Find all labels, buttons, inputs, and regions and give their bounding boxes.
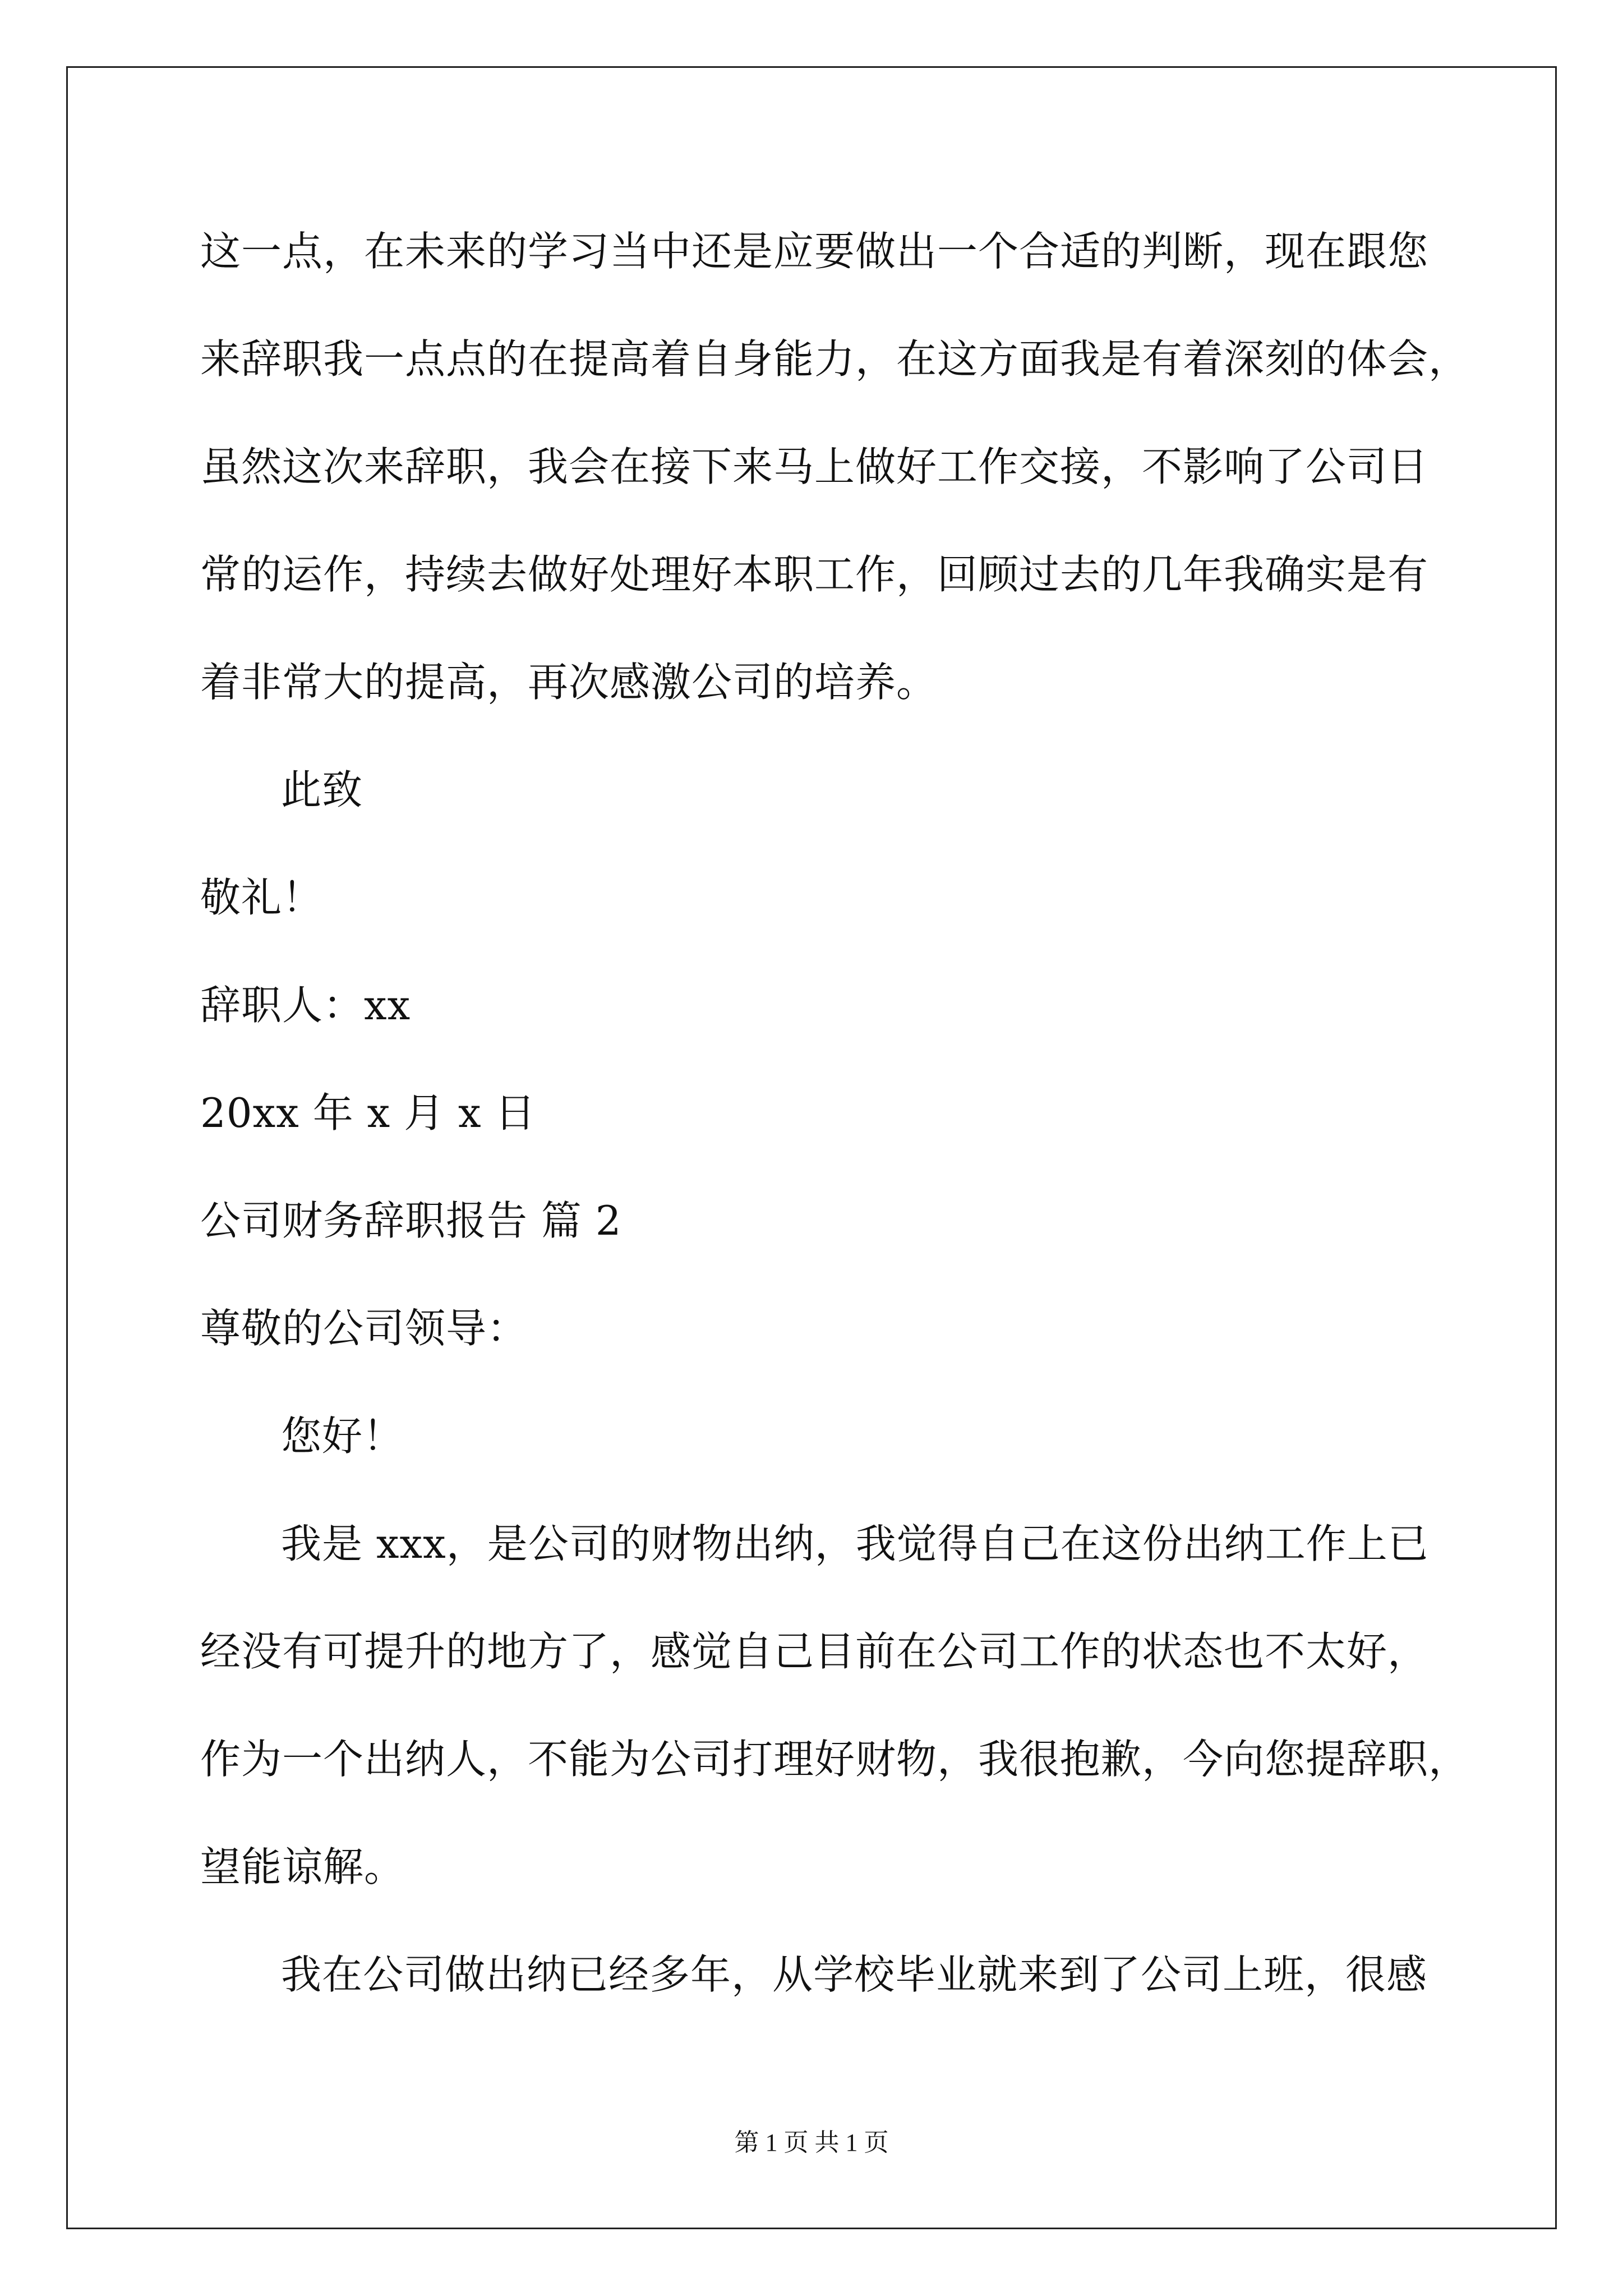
page-footer: 第 1 页 共 1 页 xyxy=(734,2129,889,2156)
paragraph-line: 我在公司做出纳已经多年，从学校毕业就来到了公司上班，很感 xyxy=(281,1951,1428,1998)
closing-regards: 敬礼！ xyxy=(200,874,324,921)
date-line: 20xx 年 x 月 x 日 xyxy=(200,1089,536,1137)
greeting-recipient: 尊敬的公司领导： xyxy=(200,1305,528,1352)
paragraph-line: 望能谅解。 xyxy=(200,1843,405,1890)
paragraph-line: 作为一个出纳人，不能为公司打理好财物，我很抱歉，今向您提辞职， xyxy=(200,1736,1470,1783)
paragraph-line: 常的运作，持续去做好处理好本职工作，回顾过去的几年我确实是有 xyxy=(200,551,1429,598)
closing-salutation: 此致 xyxy=(281,766,363,813)
page-border xyxy=(66,66,1557,2229)
paragraph-line: 我是 xxx，是公司的财物出纳，我觉得自己在这份出纳工作上已 xyxy=(281,1520,1429,1567)
greeting: 您好！ xyxy=(281,1412,404,1460)
paragraph-line: 经没有可提升的地方了，感觉自己目前在公司工作的状态也不太好， xyxy=(200,1628,1429,1675)
section-title: 公司财务辞职报告 篇 2 xyxy=(200,1197,622,1244)
paragraph-line: 虽然这次来辞职，我会在接下来马上做好工作交接，不影响了公司日 xyxy=(200,443,1429,490)
paragraph-line: 这一点，在未来的学习当中还是应要做出一个合适的判断，现在跟您 xyxy=(200,228,1429,275)
signer-line: 辞职人：xx xyxy=(200,982,411,1029)
paragraph-line: 来辞职我一点点的在提高着自身能力，在这方面我是有着深刻的体会， xyxy=(200,335,1470,383)
paragraph-line: 着非常大的提高，再次感激公司的培养。 xyxy=(200,659,938,706)
